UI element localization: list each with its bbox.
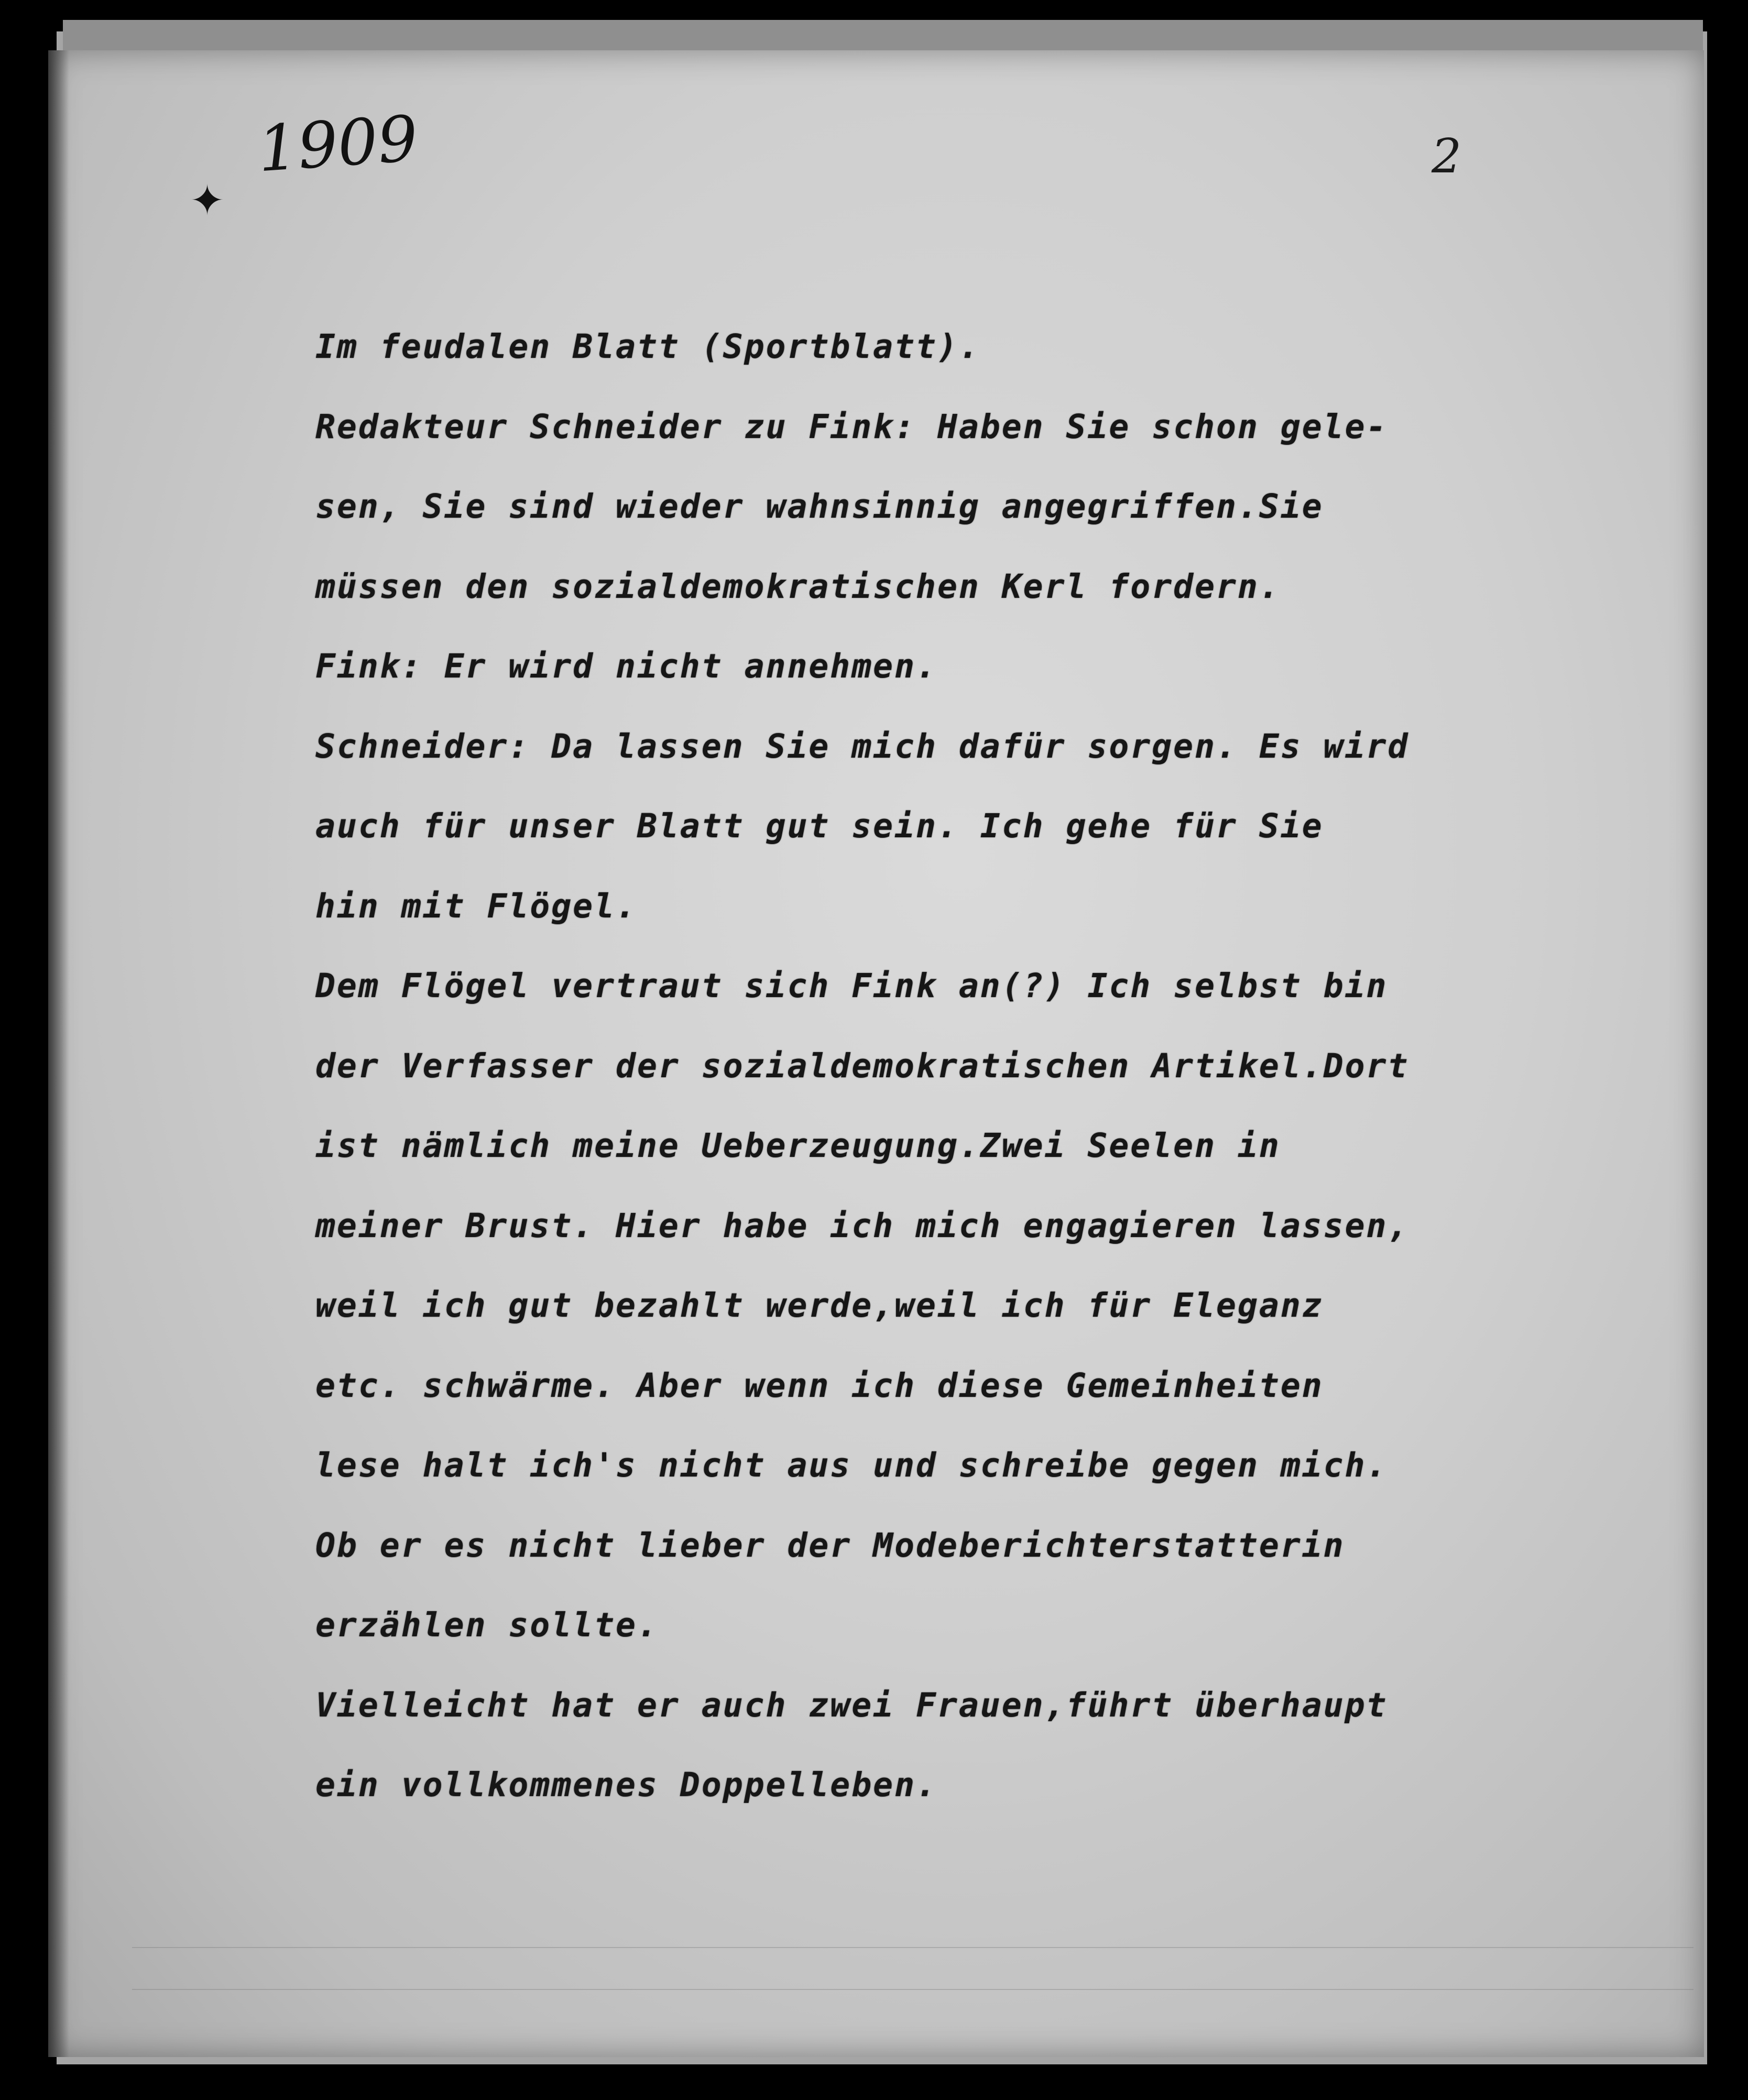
handwritten-year-note: 1909 — [255, 102, 420, 187]
ruled-line — [132, 1947, 1694, 1948]
text-line: der Verfasser der sozialdemokratischen Artikel.Dort — [315, 1046, 1410, 1085]
typed-text-block — [315, 307, 1657, 1825]
text-line: hin mit Flögel. — [315, 887, 637, 925]
page-number: 2 — [1432, 129, 1462, 184]
text-line: ein vollkommenes Doppelleben. — [315, 1766, 937, 1804]
text-line: Redakteur Schneider zu Fink: Haben Sie schon gele- — [315, 407, 1388, 446]
text-line: Dem Flögel vertraut sich Fink an(?) Ich selbst bin — [315, 967, 1388, 1005]
text-line: etc. schwärme. Aber wenn ich diese Gemeinheiten — [315, 1366, 1324, 1405]
text-line: Vielleicht hat er auch zwei Frauen,führt überhaupt — [315, 1686, 1388, 1724]
text-line: erzählen sollte. — [315, 1606, 659, 1644]
text-line: ist nämlich meine Ueberzeugung.Zwei Seelen in — [315, 1126, 1281, 1165]
text-line: Im feudalen Blatt (Sportblatt). — [315, 327, 980, 366]
text-line: müssen den sozialdemokratischen Kerl fordern. — [315, 567, 1281, 606]
text-line: auch für unser Blatt gut sein. Ich gehe für Sie — [315, 807, 1324, 845]
text-line: Schneider: Da lassen Sie mich dafür sorgen. Es wird — [315, 727, 1410, 765]
page-edge-shadow — [48, 50, 69, 2057]
text-line: sen, Sie sind wieder wahnsinnig angegriffen.Sie — [315, 487, 1324, 526]
text-line: Ob er es nicht lieber der Modeberichterstatterin — [315, 1526, 1345, 1565]
text-line: meiner Brust. Hier habe ich mich engagieren lassen, — [315, 1206, 1410, 1245]
ruled-line — [132, 1989, 1694, 1990]
typewritten-page — [48, 50, 1704, 2057]
text-line: lese halt ich's nicht aus und schreibe gegen mich. — [315, 1446, 1388, 1484]
pin-hole-icon: ✦ — [190, 176, 225, 225]
text-line: Fink: Er wird nicht annehmen. — [315, 647, 937, 685]
text-line: weil ich gut bezahlt werde,weil ich für Eleganz — [315, 1286, 1324, 1325]
